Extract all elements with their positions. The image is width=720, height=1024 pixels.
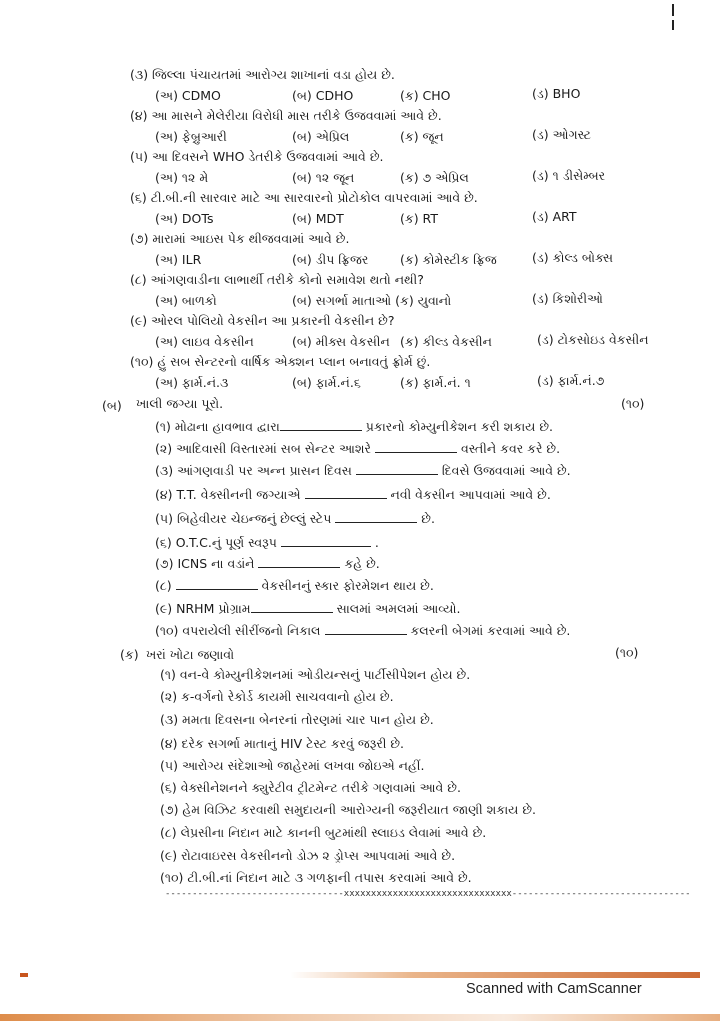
q9-option-b: (બ) મીક્સ વેકસીન (292, 334, 390, 349)
q10-option-b: (બ) ફાર્મ.નં.૬ (292, 375, 361, 390)
blank-line (325, 623, 407, 635)
q5-option-d: (ડ) ૧ ડીસેમ્બર (532, 168, 606, 183)
q8-option-a: (અ) બાળકો (155, 293, 217, 308)
fill-blank-8: (૮) વેકસીનનું સ્કાર ફોરમેશન થાય છે. (155, 578, 434, 593)
q3-option-c: (ક) CHO (400, 88, 451, 103)
question-9: (૯) ઓરલ પોલિયો વેકસીન આ પ્રકારની વેકસીન છે? (130, 313, 395, 328)
q3-option-a: (અ) CDMO (155, 88, 221, 103)
blank-line (251, 601, 333, 613)
q10-option-c: (ક) ફાર્મ.નં. ૧ (400, 375, 471, 390)
blank-line (176, 578, 258, 590)
true-false-8: (૮) લેપ્રસીના નિદાન માટે કાનની બુટમાંથી સ્લાઇડ લેવામાં આવે છે. (160, 825, 487, 840)
question-4: (૪) આ માસને મેલેરીયા વિરોધી માસ તરીકે ઉજવવામાં આવે છે. (130, 108, 442, 123)
scan-streak (0, 1014, 720, 1021)
blank-line (281, 535, 371, 547)
true-false-6: (૬) વેક્સીનેશનને ક્યુરેટીવ ટ્રીટમેન્ટ તરીકે ગણવામાં આવે છે. (160, 780, 461, 795)
q8-option-b-c: (બ) સગર્ભા માતાઓ (ક) યુવાનો (292, 293, 452, 308)
q6-option-d: (ડ) ART (532, 209, 577, 224)
q5-option-c: (ક) ૭ એપ્રિલ (400, 170, 469, 185)
section-b-marks: (૧૦) (621, 396, 645, 411)
q4-option-d: (ડ) ઓગસ્ટ (532, 127, 592, 142)
true-false-3: (૩) મમતા દિવસના બેનરનાં તોરણમાં ચાર પાન હોય છે. (160, 712, 434, 727)
question-10: (૧૦) હું સબ સેન્ટરનો વાર્ષિક એક્શન પ્લાન બનાવતું ફ્રોર્મ છું. (130, 354, 431, 369)
blank-line (335, 511, 417, 523)
section-c-label: (ક) (120, 647, 139, 662)
q7-option-a: (અ) ILR (155, 252, 202, 267)
q8-option-d: (ડ) કિશોરીઓ (532, 291, 603, 306)
true-false-9: (૯) રોટાવાઇરસ વેકસીનનો ડોઝ ૨ ડ્રોપ્સ આપવામાં આવે છે. (160, 848, 456, 863)
margin-tick-mark (672, 4, 674, 30)
section-b-label: (બ) (102, 398, 122, 413)
true-false-4: (૪) દરેક સગર્ભા માતાનું HIV ટેસ્ટ કરવું જરૂરી છે. (160, 736, 405, 751)
fill-blank-2: (૨) આદિવાસી વિસ્તારમાં સબ સેન્ટર આશરે વસ્તીને કવર કરે છે. (155, 441, 561, 456)
question-6: (૬) ટી.બી.ની સારવાર માટે આ સારવારનો પ્રોટોકોલ વાપરવામાં આવે છે. (130, 190, 478, 205)
q7-option-d: (ડ) કોલ્ડ બોક્સ (532, 250, 614, 265)
q4-option-b: (બ) એપ્રિલ (292, 129, 350, 144)
q3-option-d: (ડ) BHO (532, 86, 581, 101)
q4-option-a: (અ) ફેબ્રુઆરી (155, 129, 227, 144)
q6-option-a: (અ) DOTs (155, 211, 214, 226)
blank-line (258, 556, 340, 568)
blank-line (356, 463, 438, 475)
fill-blank-10: (૧૦) વપરાયેલી સીરીંજનો નિકાલ કલરની બેગમાં કરવામાં આવે છે. (155, 623, 571, 638)
fill-blank-3: (૩) આંગણવાડી પર અન્ન પ્રાસન દિવસ દિવસે ઉજવવામાં આવે છે. (155, 463, 571, 478)
fill-blank-6: (૬) O.T.C.નું પૂર્ણ સ્વરૂપ . (155, 535, 379, 550)
q7-option-c: (ક) કોમેસ્ટીક ફ્રિજ (400, 252, 497, 267)
q7-option-b: (બ) ડીપ ફ્રિજર (292, 252, 369, 267)
section-c-title: ખરાં ખોટા જણાવો (146, 647, 235, 662)
true-false-2: (૨) ક-વર્ગનો રેકોર્ડ કાયમી સાચવવાનો હોય છે. (160, 689, 394, 704)
q10-option-a: (અ) ફાર્મ.નં.૩ (155, 375, 229, 390)
section-c-marks: (૧૦) (615, 645, 639, 660)
camscanner-watermark: Scanned with CamScanner (466, 981, 642, 997)
section-b-title: ખાલી જગ્યા પૂરો. (136, 396, 224, 411)
fill-blank-5: (૫) બિહેવીયર ચેઇન્જનું છેલ્લું સ્ટેપ છે. (155, 511, 435, 526)
fill-blank-4: (૪) T.T. વેક્સીનની જગ્યાએ નવી વેકસીન આપવામાં આવે છે. (155, 487, 551, 502)
q5-option-b: (બ) ૧૨ જૂન (292, 170, 355, 185)
q10-option-d: (ડ) ફાર્મ.નં.૭ (537, 373, 605, 388)
true-false-1: (૧) વન-વે કોમ્યુનીકેશનમાં ઓડીયન્સનું પાર્ટીસીપેશન હોય છે. (160, 667, 471, 682)
blank-line (305, 487, 387, 499)
q5-option-a: (અ) ૧૨ મે (155, 170, 209, 185)
blank-line (375, 441, 457, 453)
true-false-7: (૭) હેમ વિઝિટ કરવાથી સમુદાયની આરોગ્યની જરૂરીયાત જાણી શકાય છે. (160, 802, 537, 817)
question-3: (૩) જિલ્લા પંચાયતમાં આરોગ્ય શાખાનાં વડા હોય છે. (130, 67, 395, 82)
q9-option-d: (ડ) ટોકસોઇડ વેકસીન (537, 332, 649, 347)
q4-option-c: (ક) જૂન (400, 129, 444, 144)
true-false-5: (૫) આરોગ્ય સંદેશાઓ જાહેરમાં લખવા જોઇએ નહીં. (160, 758, 425, 773)
fill-blank-9: (૯) NRHM પ્રોગ્રામ સાલમાં અમલમાં આવ્યો. (155, 601, 461, 616)
q6-option-c: (ક) RT (400, 211, 438, 226)
true-false-10: (૧૦) ટી.બી.નાં નિદાન માટે ૩ ગળફાની તપાસ કરવામાં આવે છે. (160, 870, 472, 885)
blank-line (280, 419, 362, 431)
fill-blank-1: (૧) મોઢાના હાવભાવ દ્વારા પ્રકારનો કોમ્યુનીકેશન કરી શકાય છે. (155, 419, 554, 434)
question-8: (૮) આંગણવાડીના લાભાર્થી તરીકે કોનો સમાવેશ થતો નથી? (130, 272, 424, 287)
q6-option-b: (બ) MDT (292, 211, 344, 226)
fill-blank-7: (૭) ICNS ના વડાંને કહે છે. (155, 556, 380, 571)
scan-streak (20, 973, 28, 977)
q9-option-c: (ક) કીલ્ડ વેકસીન (400, 334, 492, 349)
question-5: (૫) આ દિવસને WHO ડેતરીકે ઉજવવામાં આવે છે. (130, 149, 384, 164)
question-7: (૭) મારામાં આઇસ પેક થીજવવામાં આવે છે. (130, 231, 350, 246)
end-divider: ---------------------------------xxxxxxxxxxxxxxxxxxxxxxxxxxxxxxx--------------------------------- (165, 889, 691, 899)
scan-streak (290, 972, 700, 978)
q3-option-b: (બ) CDHO (292, 88, 354, 103)
q9-option-a: (અ) લાઇવ વેકસીન (155, 334, 254, 349)
